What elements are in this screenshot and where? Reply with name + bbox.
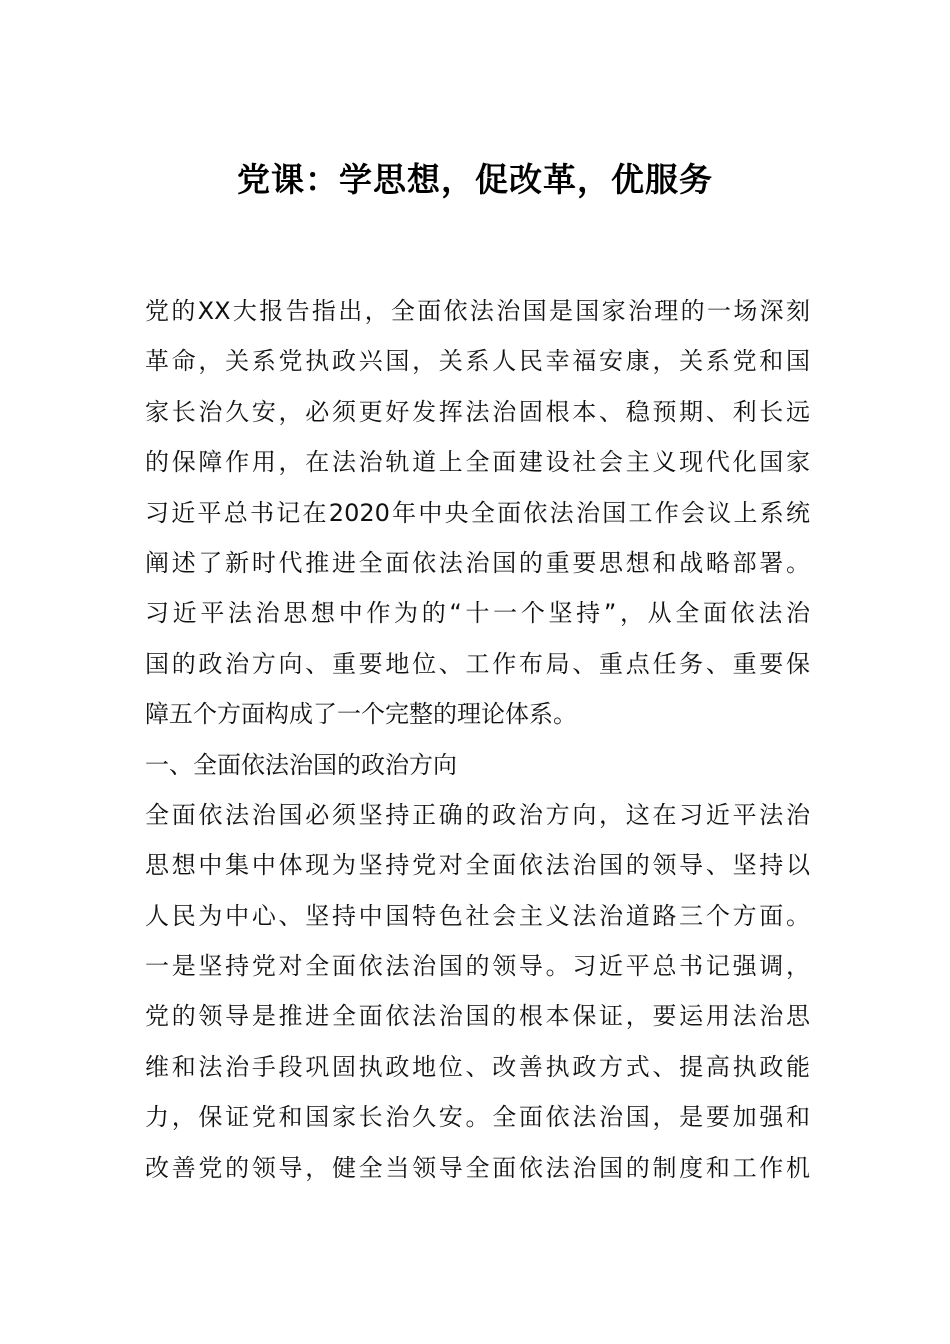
body-line: 党的领导是推进全面依法治国的根本保证，要运用法治思	[145, 1002, 810, 1031]
body-line: 障五个方面构成了一个完整的理论体系。	[145, 700, 577, 729]
body-line: 全面依法治国必须坚持正确的政治方向，这在习近平法治	[145, 800, 810, 829]
body-line: 革命，关系党执政兴国，关系人民幸福安康，关系党和国	[145, 347, 810, 376]
body-line: 一是坚持党对全面依法治国的领导。习近平总书记强调，	[145, 952, 810, 981]
body-line: 力，保证党和国家长治久安。全面依法治国，是要加强和	[145, 1103, 810, 1132]
body-line: 家长治久安，必须更好发挥法治固根本、稳预期、利长远	[145, 397, 810, 426]
body-line: 思想中集中体现为坚持党对全面依法治国的领导、坚持以	[145, 851, 810, 880]
document-body	[145, 286, 810, 1193]
body-line: 人民为中心、坚持中国特色社会主义法治道路三个方面。	[145, 901, 810, 930]
body-line: 习近平法治思想中作为的“十一个坚持”，从全面依法治	[145, 599, 810, 628]
body-line: 国的政治方向、重要地位、工作布局、重点任务、重要保	[145, 649, 810, 678]
body-line: 党的XX大报告指出，全面依法治国是国家治理的一场深刻	[145, 297, 810, 325]
section-heading: 一、全面依法治国的政治方向	[145, 750, 457, 779]
body-line: 习近平总书记在2020年中央全面依法治国工作会议上系统	[145, 498, 810, 527]
body-line: 的保障作用，在法治轨道上全面建设社会主义现代化国家	[145, 448, 810, 477]
body-line: 改善党的领导，健全当领导全面依法治国的制度和工作机	[145, 1153, 810, 1182]
document-title: 党课：学思想，促改革，优服务	[237, 160, 713, 199]
body-line: 阐述了新时代推进全面依法治国的重要思想和战略部署。	[145, 548, 810, 577]
body-line: 维和法治手段巩固执政地位、改善执政方式、提高执政能	[145, 1052, 810, 1081]
